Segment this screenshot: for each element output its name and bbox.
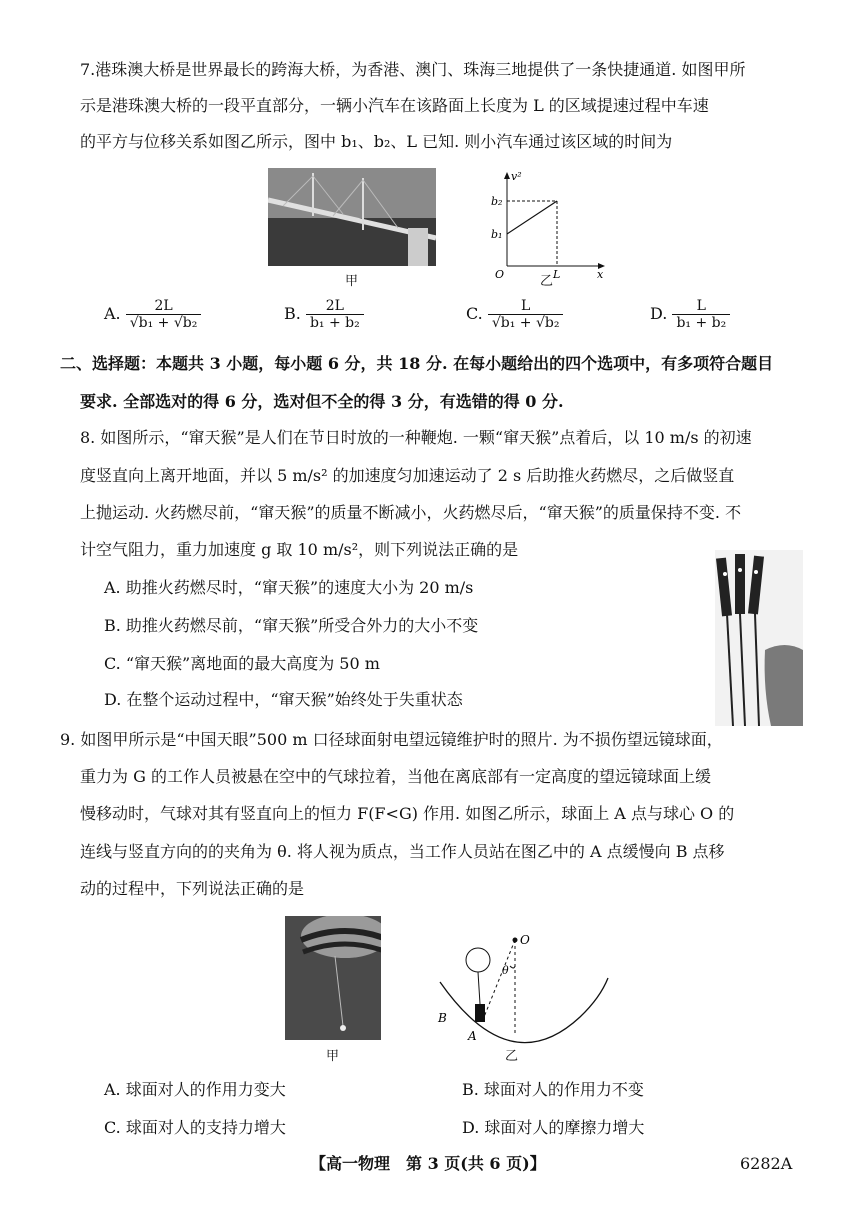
q9-option-d[interactable]: D. 球面对人的摩擦力增大 [462,1118,645,1137]
diagram-A-label: A [468,1029,477,1043]
q8-text-line1: 8. 如图所示，“窜天猴”是人们在节日时放的一种鞭炮. 一颗“窜天猴”点着后，以 10 m/s 的初速 [80,428,752,447]
q9-text-line5: 动的过程中，下列说法正确的是 [80,879,305,898]
q9-text-line1: 9. 如图甲所示是“中国天眼”500 m 口径球面射电望远镜维护时的照片. 为不损伤望远镜球面， [60,730,723,749]
bridge-photo [268,168,436,266]
graph-b2-label: b₂ [491,195,503,208]
q7-option-c-fraction: $\frac{L}{\text{√b₁ + √b₂}}$ [488,298,564,331]
graph-origin-label: O [495,268,505,280]
q9-option-a[interactable]: A. 球面对人的作用力变大 [104,1080,286,1099]
firecracker-photo-drawing [715,550,803,726]
page-footer: 【高一物理 第 3 页(共 6 页)】 [310,1154,546,1173]
q7-figure-b-caption: 乙 [540,274,554,289]
q9-option-b[interactable]: B. 球面对人的作用力不变 [462,1080,644,1099]
graph-b1-label: b₁ [491,228,503,241]
graph-y-axis-label: v² [511,170,522,183]
diagram-B-label: B [438,1011,447,1025]
section2-heading-line2: 要求. 全部选对的得 6 分，选对但不全的得 3 分，有选错的得 0 分. [80,392,564,411]
q8-text-line4: 计空气阻力，重力加速度 g 取 10 m/s²，则下列说法正确的是 [80,540,519,559]
diagram-theta-label: θ [502,964,509,977]
q9-figure-b-caption: 乙 [505,1049,519,1064]
q8-option-d[interactable]: D. 在整个运动过程中，“窜天猴”始终处于失重状态 [104,690,463,709]
q9-figure-a-caption: 甲 [326,1049,340,1064]
q7-option-a-fraction: $\frac{2L}{\text{√b₁ + √b₂}}$ [126,298,202,331]
section2-heading-line1: 二、选择题：本题共 3 小题，每小题 6 分，共 18 分. 在每小题给出的四个选项中，有多项符合题目 [60,354,774,373]
q7-option-b[interactable]: B. $\frac{2L}{\text{b₁ + b₂}}$ [284,298,364,331]
q8-option-c[interactable]: C. “窜天猴”离地面的最大高度为 50 m [104,654,380,673]
q7-figure-a-caption: 甲 [345,274,359,289]
fast-telescope-photo [285,916,381,1040]
q9-text-line4: 连线与竖直方向的的夹角为 θ. 将人视为质点，当工作人员站在图乙中的 A 点缓慢向 B 点移 [80,842,725,861]
q7-option-a[interactable]: A. $\frac{2L}{\text{√b₁ + √b₂}}$ [104,298,201,331]
diagram-O-label: O [520,933,530,947]
q7-option-d[interactable]: D. $\frac{L}{\text{b₁ + b₂}}$ [650,298,730,331]
v2-x-graph [485,170,615,280]
q9-text-line2: 重力为 G 的工作人员被悬在空中的气球拉着，当他在离底部有一定高度的望远镜球面上缓 [80,767,711,786]
firecracker-photo [715,550,803,726]
bridge-photo-drawing [268,168,436,266]
q8-text-line3: 上抛运动. 火药燃尽前，“窜天猴”的质量不断减小，火药燃尽后，“窜天猴”的质量保持不变. 不 [80,503,742,522]
q7-option-b-fraction: $\frac{2L}{\text{b₁ + b₂}}$ [306,298,364,331]
graph-L-label: L [553,268,561,280]
q9-text-line3: 慢移动时，气球对其有竖直向上的恒力 F(F<G) 作用. 如图乙所示，球面上 A 点与球心 O 的 [80,804,735,823]
q7-text-line2: 示是港珠澳大桥的一段平直部分，一辆小汽车在该路面上长度为 L 的区域提速过程中车速 [80,96,709,115]
q9-option-c[interactable]: C. 球面对人的支持力增大 [104,1118,286,1137]
fast-telescope-photo-drawing [285,916,381,1040]
bowl-diagram [430,922,630,1052]
q7-option-c[interactable]: C. $\frac{L}{\text{√b₁ + √b₂}}$ [466,298,563,331]
q7-text-line1: 7.港珠澳大桥是世界最长的跨海大桥，为香港、澳门、珠海三地提供了一条快捷通道. 如图甲所 [80,60,746,79]
q8-option-a[interactable]: A. 助推火药燃尽时，“窜天猴”的速度大小为 20 m/s [104,578,474,597]
q7-text-line3: 的平方与位移关系如图乙所示，图中 b₁、b₂、L 已知. 则小汽车通过该区域的时间为 [80,132,673,151]
q7-option-d-fraction: $\frac{L}{\text{b₁ + b₂}}$ [672,298,730,331]
paper-code: 6282A [740,1154,793,1173]
q8-option-b[interactable]: B. 助推火药燃尽前，“窜天猴”所受合外力的大小不变 [104,616,479,635]
graph-x-axis-label: x [597,268,604,280]
q8-text-line2: 度竖直向上离开地面，并以 5 m/s² 的加速度匀加速运动了 2 s 后助推火药燃尽，之后做竖直 [80,466,735,485]
